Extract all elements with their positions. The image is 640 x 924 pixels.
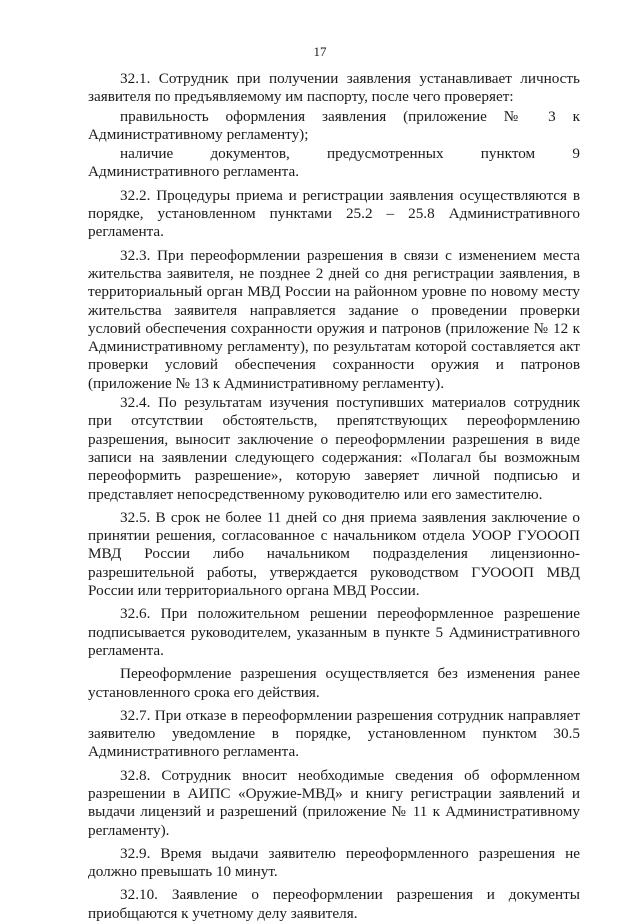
- paragraph-32-10: 32.10. Заявление о переоформлении разрешения и документы приобщаются к учетному делу заявителя.: [88, 886, 580, 922]
- paragraph-32-6: 32.6. При положительном решении переоформленное разрешение подписывается руководителем, указанным в пункте 5 Административного регламента.: [88, 605, 580, 659]
- page-number: 17: [313, 44, 327, 59]
- paragraph-32-1-item-1: правильность оформления заявления (приложение № 3 к Административному регламенту);: [88, 107, 580, 143]
- paragraph-32-2: 32.2. Процедуры приема и регистрации заявления осуществляются в порядке, установленном пунктами 25.2 – 25.8 Административного регламента.: [88, 186, 580, 241]
- paragraph-32-9: 32.9. Время выдачи заявителю переоформленного разрешения не должно превышать 10 минут.: [88, 844, 580, 881]
- paragraph-32-6-note: Переоформление разрешения осуществляется без изменения ранее установленного срока его действия.: [88, 665, 580, 701]
- paragraph-32-7: 32.7. При отказе в переоформлении разрешения сотрудник направляет заявителю уведомление в порядке, установленном пунктом 30.5 Административного регламента.: [88, 706, 580, 761]
- paragraph-32-8: 32.8. Сотрудник вносит необходимые сведения об оформленном разрешении в АИПС «Оружие-МВД» и книгу регистрации заявлений и выдачи лицензий и разрешений (приложение № 11 к Административному регламенту).: [88, 766, 580, 839]
- paragraph-32-5: 32.5. В срок не более 11 дней со дня приема заявления заключение о принятии решения, согласованное с начальником отдела УООР ГУОООП МВД России либо начальником подразделения лицензионно-разрешительной работы, утверждается руководством ГУОООП МВД России или территориального органа МВД России.: [88, 508, 580, 600]
- paragraph-32-3: 32.3. При переоформлении разрешения в связи с изменением места жительства заявителя, не позднее 2 дней со дня регистрации заявления, в территориальный орган МВД России на районном уровне по новому месту жительства заявителя направляется задание о проведении проверки условий обеспечения сохранности оружия и патронов (приложение № 12 к Административному регламенту), по результатам которой составляется акт проверки условий обеспечения сохранности оружия и патронов (приложение № 13 к Административному регламенту).: [88, 246, 580, 392]
- paragraph-32-4: 32.4. По результатам изучения поступивших материалов сотрудник при отсутствии обстоятельств, препятствующих переоформлению разрешения, выносит заключение о переоформлении разрешения в виде записи на заявлении следующего содержания: «Полагал бы возможным переоформить разрешение», которую заверяет личной подписью и представляет непосредственному руководителю или его заместителю.: [88, 394, 580, 503]
- paragraph-32-1-item-2: наличие документов, предусмотренных пунктом 9 Административного регламента.: [88, 145, 580, 181]
- paragraph-32-1: 32.1. Сотрудник при получении заявления устанавливает личность заявителя по предъявляемому им паспорту, после чего проверяет:: [88, 70, 580, 106]
- document-body: [88, 70, 580, 924]
